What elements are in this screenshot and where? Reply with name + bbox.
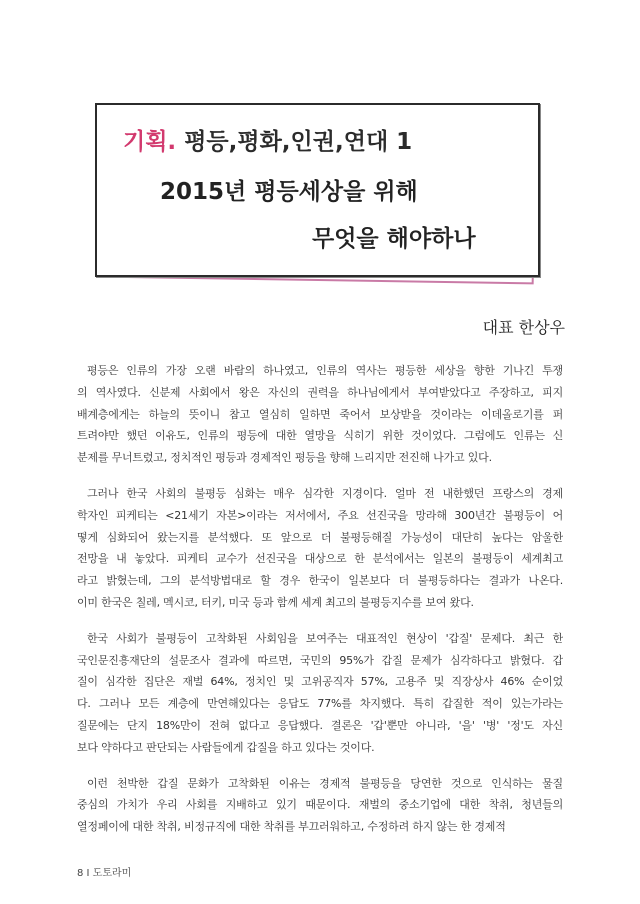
paragraph xyxy=(77,773,563,838)
text-line: 평등은 인류의 가장 오랜 바람의 하나였고, 인류의 역사는 평등한 세상을 향한 기나긴 투쟁 xyxy=(87,364,563,377)
title-line-2: 무엇을 해야하나 xyxy=(312,226,476,252)
text-line: 배계층에게는 하늘의 뜻이니 참고 열심히 일하면 죽어서 보상받을 것이라는 이데올로기를 퍼 xyxy=(77,407,563,421)
paragraph xyxy=(77,483,563,614)
text-line: 질이 심각한 집단은 재벌 64%, 정치인 및 고위공직자 57%, 고용주 및 직장상사 46% 순이었 xyxy=(77,675,563,689)
section-heading xyxy=(123,123,483,156)
article-body xyxy=(77,360,563,852)
text-line: 이런 천박한 갑질 문화가 고착화된 이유는 경제적 불평등을 당연한 것으로 인식하는 물질 xyxy=(87,776,563,790)
text-line: 국인문진흥재단의 설문조사 결과에 따르면, 국민의 95%가 갑질 문제가 심각하다고 밝혔다. 갑 xyxy=(77,653,563,667)
text-line: 의 역사였다. 신분제 사회에서 왕은 자신의 권력을 하나님에게서 부여받았다고 주장하고, 피지 xyxy=(77,385,563,399)
text-line: 전망을 내 놓았다. 피케티 교수가 선진국을 대상으로 한 분석에서는 일본의 불평등이 세계최고 xyxy=(77,552,563,566)
text-line: 학자인 피케티는 <21세기 자본>이라는 저서에서, 주요 선진국을 망라해 300년간 불평등이 어 xyxy=(77,508,563,522)
series-title: 평등,평화,인권,연대 1 xyxy=(184,129,413,155)
text-line: 열정페이에 대한 착취, 비정규직에 대한 착취를 부끄러워하고, 수정하려 하지 않는 한 경제적 xyxy=(77,820,506,834)
text-line: 다. 그러나 모든 계층에 만연해있다는 응답도 77%를 차지했다. 특히 갑질한 적이 있는가라는 xyxy=(77,697,563,711)
text-line: 이미 한국은 칠레, 멕시코, 터키, 미국 등과 함께 세계 최고의 불평등지수를 보여 왔다. xyxy=(77,595,474,609)
author-byline: 대표 한상우 xyxy=(482,318,565,337)
text-line: 그러나 한국 사회의 불평등 심화는 매우 심각한 지경이다. 얼마 전 내한했던 프랑스의 경제 xyxy=(87,486,563,500)
title-line-1: 2015년 평등세상을 위해 xyxy=(160,179,418,205)
paragraph xyxy=(77,360,563,469)
page-footer: 8 I 도토라미 xyxy=(77,868,132,879)
text-line: 떻게 심화되어 왔는지를 분석했다. 또 앞으로 더 불평등해질 가능성이 대단히 높다는 암울한 xyxy=(77,530,563,544)
text-line: 분제를 무너트렸고, 정치적인 평등과 경제적인 평등을 향해 느리지만 전진해 나가고 있다. xyxy=(77,451,492,465)
text-line: 질문에는 단지 18%만이 전혀 없다고 응답했다. 결론은 '갑'뿐만 아니라, '을' '병' '정'도 자신 xyxy=(77,718,563,732)
text-line: 중심의 가치가 우리 사회를 지배하고 있기 때문이다. 재벌의 중소기업에 대한 착취, 청년들의 xyxy=(77,798,563,812)
text-line: 트려야만 했던 이유도, 인류의 평등에 대한 열망을 식히기 위한 것이었다. 그럼에도 인류는 신 xyxy=(77,429,563,443)
text-line: 라고 밝혔는데, 그의 분석방법대로 할 경우 한국이 일본보다 더 불평등하다는 결과가 나온다. xyxy=(77,574,563,588)
text-line: 보다 약하다고 판단되는 사람들에게 갑질을 하고 있다는 것이다. xyxy=(77,740,375,754)
section-tag: 기획. xyxy=(123,129,177,155)
text-line: 한국 사회가 불평등이 고착화된 사회임을 보여주는 대표적인 현상이 '갑질' 문제다. 최근 한 xyxy=(87,631,563,645)
paragraph xyxy=(77,628,563,759)
